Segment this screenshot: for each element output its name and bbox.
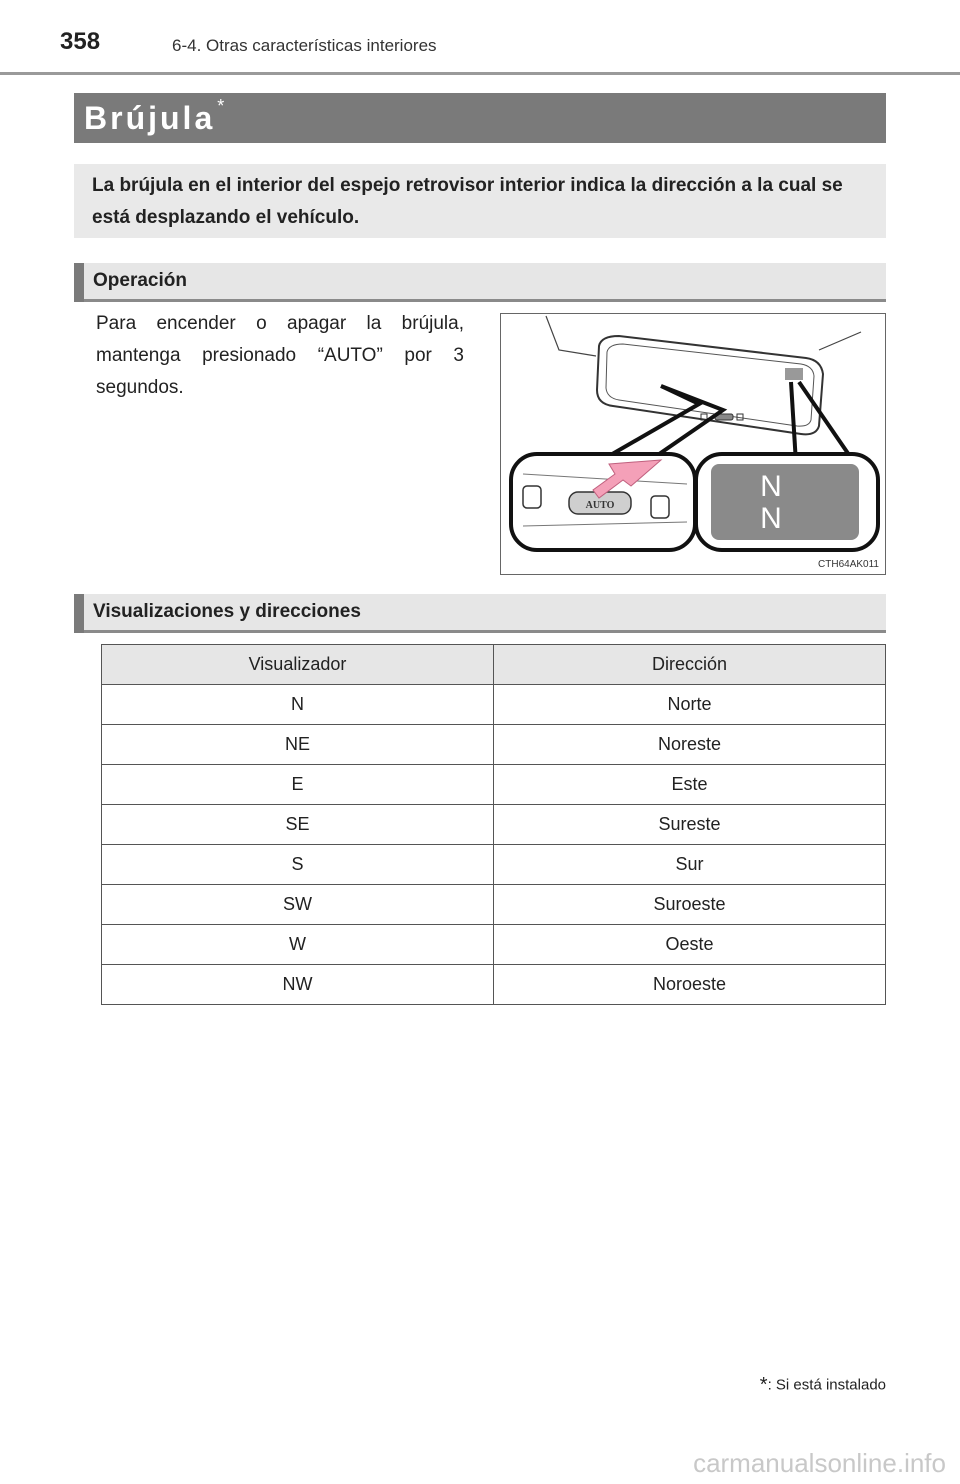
- compass-display-letter-top: N: [760, 470, 782, 503]
- footnote-asterisk: *: [759, 1374, 768, 1396]
- title-bar: [74, 93, 886, 143]
- direction-cell: Noreste: [494, 725, 886, 765]
- table-header-row: [102, 645, 886, 685]
- table-row: [102, 965, 886, 1005]
- intro-text: La brújula en el interior del espejo retrovisor interior indica la dirección a la cual se está desplazando el vehículo.: [92, 175, 843, 228]
- page-title: [84, 96, 228, 137]
- mirror-illustration: [500, 313, 886, 575]
- table-row: [102, 925, 886, 965]
- display-cell: E: [102, 765, 494, 805]
- direction-cell: Norte: [494, 685, 886, 725]
- section-title: 6-4. Otras características interiores: [172, 36, 437, 55]
- page-title-text: Brújula: [84, 100, 216, 136]
- display-cell: NE: [102, 725, 494, 765]
- display-cell: SE: [102, 805, 494, 845]
- footnote: [760, 1374, 886, 1397]
- direction-cell: Este: [494, 765, 886, 805]
- header-divider: [0, 72, 960, 75]
- directions-heading: [74, 594, 886, 633]
- heading-accent-bar: [74, 594, 84, 633]
- table-row: [102, 685, 886, 725]
- table-row: [102, 885, 886, 925]
- direction-cell: Sureste: [494, 805, 886, 845]
- compass-display-letter-bottom: N: [760, 502, 782, 535]
- direction-cell: Noroeste: [494, 965, 886, 1005]
- footnote-text: : Si está instalado: [767, 1376, 886, 1394]
- display-cell: W: [102, 925, 494, 965]
- directions-heading-text: Visualizaciones y direcciones: [93, 601, 361, 622]
- operation-heading: [74, 263, 886, 302]
- table-row: [102, 845, 886, 885]
- operation-heading-text: Operación: [93, 270, 187, 291]
- direction-cell: Suroeste: [494, 885, 886, 925]
- display-cell: NW: [102, 965, 494, 1005]
- page-number: 358: [60, 28, 101, 55]
- display-cell: S: [102, 845, 494, 885]
- title-asterisk: *: [217, 96, 228, 116]
- direction-cell: Sur: [494, 845, 886, 885]
- mirror-drawing: [501, 314, 885, 574]
- directions-table: [101, 644, 886, 1005]
- operation-text: Para encender o apagar la brújula, mantenga presionado “AUTO” por 3 segundos.: [96, 313, 464, 398]
- table-row: [102, 725, 886, 765]
- display-cell: SW: [102, 885, 494, 925]
- display-cell: N: [102, 685, 494, 725]
- auto-button-label: AUTO: [585, 500, 615, 511]
- heading-accent-bar: [74, 263, 84, 302]
- intro-box: [74, 164, 886, 238]
- column-header-direction: Dirección: [494, 645, 886, 685]
- direction-cell: Oeste: [494, 925, 886, 965]
- column-header-display: Visualizador: [102, 645, 494, 685]
- table-row: [102, 805, 886, 845]
- watermark: carmanualsonline.info: [693, 1448, 946, 1478]
- figure-code: CTH64AK011: [818, 559, 879, 570]
- table-row: [102, 765, 886, 805]
